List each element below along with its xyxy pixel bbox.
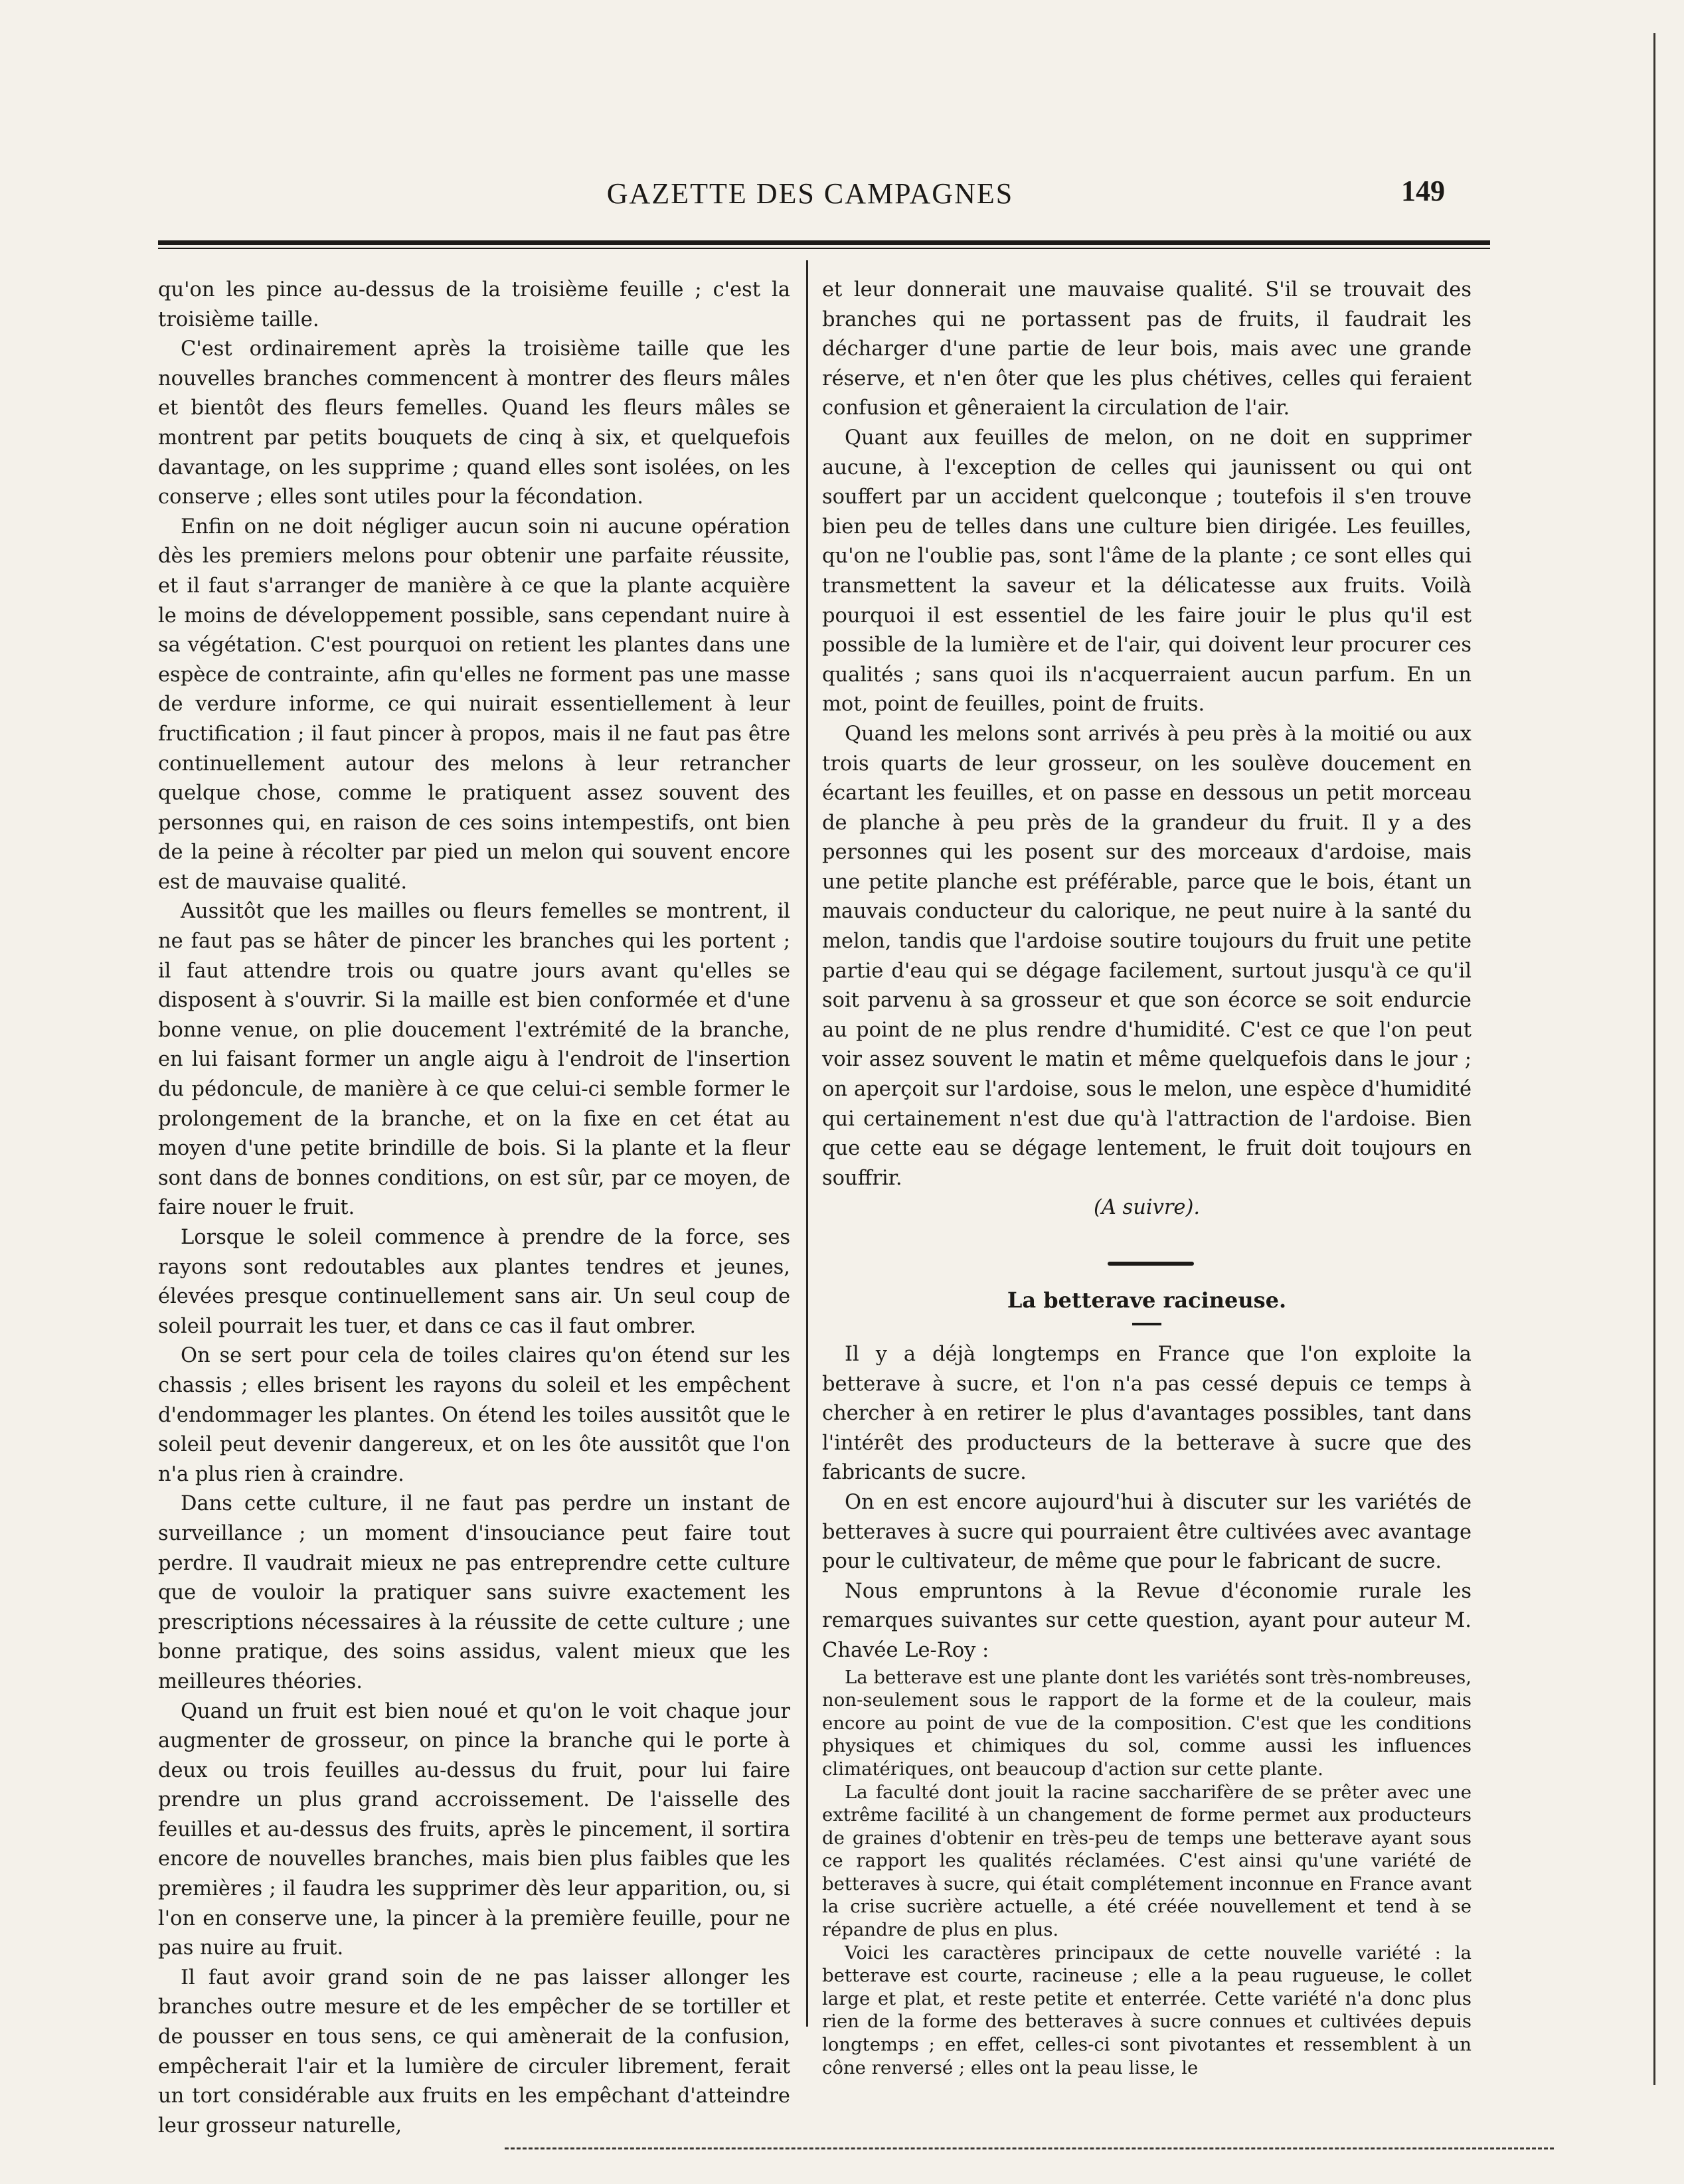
paragraph: Il y a déjà longtemps en France que l'on exploite la betterave à sucre, et l'on n'a pas cessé depuis ce temps à chercher à en retirer le plus d'avantages possibles, tant dans l'intérêt des producteurs de la betterave à sucre que des fabricants de sucre. [822,1343,1472,1485]
section-separator [822,1223,1472,1286]
header-rule-thick [158,240,1490,245]
quoted-paragraph: La betterave est une plante dont les variétés sont très-nombreuses, non-seulement sous le rapport de la forme et de la couleur, mais encore au point de vue de la composition. C'est que les conditions physiques et chimiques du sol, comme aussi les influences climatériques, ont beaucoup d'action sur cette plante. [822,1666,1472,1780]
paragraph: Il faut avoir grand soin de ne pas laisser allonger les branches outre mesure et de les empêcher de se tortiller et de pousser en tous sens, ce qui amènerait de la confusion, empêcherait l'air et la lumière de circuler librement, ferait un tort considérable aux fruits en les empêchant d'atteindre leur grosseur naturelle, [158,1966,790,2138]
paragraph: Nous empruntons à la Revue d'économie rurale les remarques suivantes sur cette question, ayant pour auteur M. Chavée Le-Roy : [822,1579,1472,1662]
quoted-paragraph: La faculté dont jouit la racine saccharifère de se prêter avec une extrême facilité à un changement de forme permet aux producteurs de graines d'obtenir en très-peu de temps une betterave ayant sous ce rapport les qualités réclamées. C'est ainsi qu'une variété de betteraves à sucre, qui était complétement inconnue en France avant la crise sucrière actuelle, a été créée nouvellement et tend à se répandre de plus en plus. [822,1781,1472,1941]
paragraph: Aussitôt que les mailles ou fleurs femelles se montrent, il ne faut pas se hâter de pincer les branches qui les portent ; il faut attendre trois ou quatre jours avant qu'elles se disposent à s'ouvrir. Si la maille est bien conformée et d'une bonne venue, on plie doucement l'extrémité de la branche, en lui faisant former un angle aigu à l'endroit de l'insertion du pédoncule, de manière à ce que celui-ci semble former le prolongement de la branche, et on la fixe en cet état au moyen d'une petite brindille de bois. Si la plante et la fleur sont dans de bonnes conditions, on est sûr, par ce moyen, de faire nouer le fruit. [158,900,790,1220]
quoted-paragraph: Voici les caractères principaux de cette nouvelle variété : la betterave est courte, racineuse ; elle a la peau rugueuse, le collet large et plat, et reste petite et enterrée. Cette variété n'a donc plus rien de la forme des betteraves à sucre connues et cultivées depuis longtemps ; en effet, celles-ci sont pivotantes et ressemblent à un cône renversé ; elles ont la peau lisse, le [822,1942,1472,2078]
paragraph: Dans cette culture, il ne faut pas perdre un instant de surveillance ; un moment d'insouciance peut faire tout perdre. Il vaudrait mieux ne pas entreprendre cette culture que de vouloir la pratiquer sans suivre exactement les prescriptions nécessaires à la réussite de cette culture ; une bonne pratique, des soins assidus, valent mieux que les meilleures théories. [158,1492,790,1693]
left-column [158,276,790,2141]
bottom-edge-rule [505,2147,1554,2149]
paragraph: Lorsque le soleil commence à prendre de la force, ses rayons sont redoutables aux plantes tendres et jeunes, élevées presque continuellement sans air. Un seul coup de soleil pourrait les tuer, et dans ce cas il faut ombrer. [158,1226,790,1338]
paragraph: On se sert pour cela de toiles claires qu'on étend sur les chassis ; elles brisent les rayons du soleil et les empêchent d'endommager les plantes. On étend les toiles aussitôt que le soleil peut devenir dangereux, et on les ôte aussitôt que l'on n'a plus rien à craindre. [158,1344,790,1486]
article-title: La betterave racineuse. [1007,1288,1287,1313]
header-rule-thin [158,248,1490,249]
page-number: 149 [1401,175,1445,207]
right-column [822,276,1472,2079]
paragraph: Quand les melons sont arrivés à peu près à la moitié ou aux trois quarts de leur grosseur, on les soulève doucement en écartant les feuilles, et on passe en dessous un petit morceau de planche à peu près de la grandeur du fruit. Il y a des personnes qui les posent sur des morceaux d'ardoise, mais une petite planche est préférable, parce que le bois, étant un mauvais conducteur du calorique, ne peut nuire à la santé du melon, tandis que l'ardoise soutire toujours du fruit une petite partie d'eau qui se dégage facilement, surtout jusqu'à ce qu'il soit parvenu à sa grosseur et que son écorce se soit endurcie au point de ne plus rendre d'humidité. C'est ce que l'on peut voir assez souvent le matin et même quelquefois dans le jour ; on aperçoit sur l'ardoise, sous le melon, une espèce d'humidité qui certainement n'est due qu'à l'attraction de l'ardoise. Bien que cette eau se dégage lentement, le fruit doit toujours en souffrir. [822,722,1472,1190]
running-header-title: GAZETTE DES CAMPAGNES [606,177,1014,210]
paragraph: Enfin on ne doit négliger aucun soin ni aucune opération dès les premiers melons pour obtenir une parfaite réussite, et il faut s'arranger de manière à ce que la plante acquière le moins de développement possible, sans cependant nuire à sa végétation. C'est pourquoi on retient les plantes dans une espèce de contrainte, afin qu'elles ne forment pas une masse de verdure informe, ce qui nuirait essentiellement à leur fructification ; il faut pincer à propos, mais il ne faut pas être continuellement autour des melons à leur retrancher quelque chose, comme le pratiquent assez souvent des personnes qui, en raison de ces soins intempestifs, ont bien de la peine à récolter par pied un melon qui souvent encore est de mauvaise qualité. [158,515,790,894]
paragraph: Quant aux feuilles de melon, on ne doit en supprimer aucune, à l'exception de celles qui jaunissent ou qui ont souffert par un accident quelconque ; toutefois il s'en trouve bien peu de telles dans une culture bien dirigée. Les feuilles, qu'on ne l'oublie pas, sont l'âme de la plante ; ce sont elles qui transmettent la saveur et la délicatesse aux fruits. Voilà pourquoi il est essentiel de les faire jouir le plus qu'il est possible de la lumière et de l'air, qui doivent leur procurer ces qualités ; sans quoi ils n'acquerraient aucun parfum. En un mot, point de feuilles, point de fruits. [822,426,1472,716]
paragraph: Quand un fruit est bien noué et qu'on le voit chaque jour augmenter de grosseur, on pince la branche qui le porte à deux ou trois feuilles au-dessus du fruit, pour lui faire prendre un plus grand accroissement. De l'aisselle des feuilles et au-dessus des fruits, après le pincement, il sortira encore de nouvelles branches, mais bien plus faibles que les premières ; il faudra les supprimer dès leur apparition, ou, si l'on en conserve une, la pincer à la première feuille, pour ne pas nuire au fruit. [158,1699,790,1960]
paragraph: qu'on les pince au-dessus de la troisième feuille ; c'est la troisième taille. [158,278,790,331]
to-be-continued: (A suivre). [1093,1196,1201,1220]
title-dash [1132,1323,1161,1325]
paragraph: On en est encore aujourd'hui à discuter sur les variétés de betteraves à sucre qui pourraient être cultivées avec avantage pour le cultivateur, de même que pour le fabricant de sucre. [822,1490,1472,1574]
column-divider [806,260,808,2027]
paragraph: C'est ordinairement après la troisième taille que les nouvelles branches commencent à montrer des fleurs mâles et bientôt des fleurs femelles. Quand les fleurs mâles se montrent par petits bouquets de cinq à six, et quelquefois davantage, on les supprime ; quand elles sont isolées, on les conserve ; elles sont utiles pour la fécondation. [158,337,790,509]
paragraph: et leur donnerait une mauvaise qualité. S'il se trouvait des branches qui ne portassent pas de fruits, il faudrait les décharger d'une partie de leur bois, mais avec une grande réserve, et n'en ôter que les plus chétives, celles qui feraient confusion et gêneraient la circulation de l'air. [822,278,1472,420]
page-edge-line [1653,33,1655,2085]
